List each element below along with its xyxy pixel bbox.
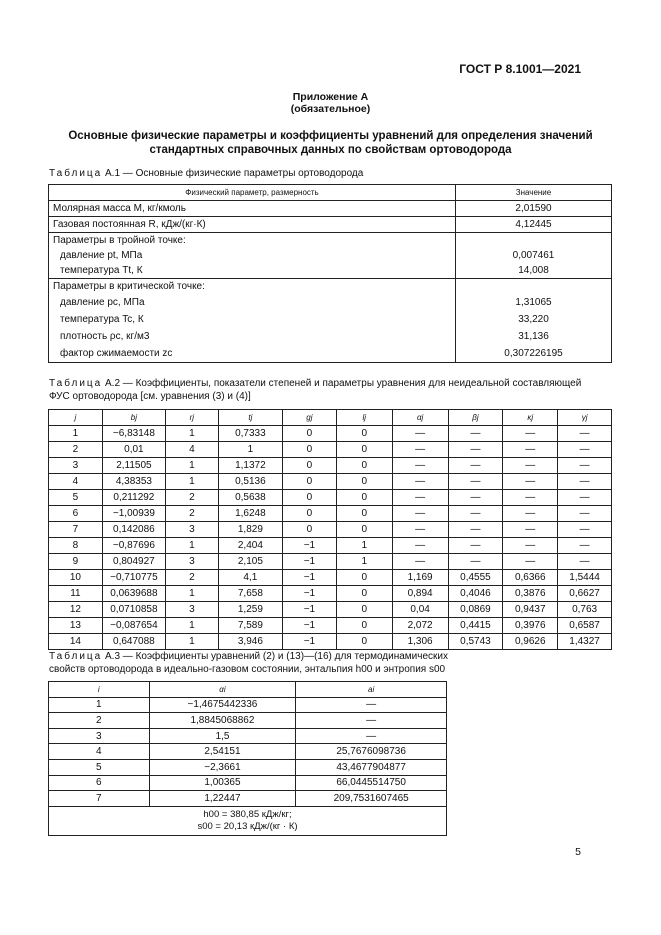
table-cell: 7 (49, 522, 103, 538)
table-cell: 0,04 (392, 602, 448, 618)
table-cell: −2,3661 (149, 759, 296, 775)
table-cell: 1 (166, 634, 219, 650)
column-header: tj (218, 410, 282, 426)
table-cell: 7,658 (218, 586, 282, 602)
table-cell: 0,0869 (448, 602, 503, 618)
table-cell: 3 (166, 522, 219, 538)
table-cell: 1 (166, 426, 219, 442)
table-cell: 0,6366 (503, 570, 558, 586)
appendix-title: Приложение А (292, 91, 369, 103)
table-cell: — (503, 426, 558, 442)
column-header: gj (283, 410, 337, 426)
table-cell: 2,404 (218, 538, 282, 554)
table-a3 (48, 681, 447, 836)
table1-caption (49, 167, 363, 180)
table-cell: 0 (336, 458, 392, 474)
table-cell: 0,4555 (448, 570, 503, 586)
table-cell: 1,22447 (149, 791, 296, 807)
table-cell: 43,4677904877 (296, 759, 447, 775)
table-cell: 0,4046 (448, 586, 503, 602)
column-header: κj (503, 410, 558, 426)
param-label: плотность ρc, кг/м3 (49, 328, 456, 345)
appendix-type: (обязательное) (290, 103, 371, 115)
table-cell: 0,0639688 (102, 586, 165, 602)
table-row (49, 263, 612, 279)
table-row (49, 570, 612, 586)
table-cell: 2 (166, 570, 219, 586)
table-cell: — (392, 506, 448, 522)
param-value: 1,31065 (456, 294, 612, 311)
table-row (49, 618, 612, 634)
table-cell: 0 (283, 474, 337, 490)
table-row (49, 426, 612, 442)
table-row (49, 554, 612, 570)
param-value: 4,12445 (456, 217, 612, 233)
table-cell: 1,00365 (149, 775, 296, 791)
table-cell: — (392, 522, 448, 538)
table-cell: 66,0445514750 (296, 775, 447, 791)
table-cell: 4 (49, 744, 150, 760)
table-cell: — (558, 490, 612, 506)
table-cell: — (503, 554, 558, 570)
table-cell: 3 (49, 458, 103, 474)
standard-header: ГОСТ Р 8.1001—2021 (459, 62, 581, 76)
table-header-row (49, 682, 447, 698)
table-row (49, 248, 612, 263)
table-cell: 1 (166, 618, 219, 634)
param-label: температура Tc, К (49, 311, 456, 328)
table-row (49, 233, 612, 249)
table-cell: 2 (49, 713, 150, 729)
table-cell: 1,8845068862 (149, 713, 296, 729)
table-cell: 1 (49, 426, 103, 442)
param-label: фактор сжимаемости zc (49, 345, 456, 363)
table-cell: — (392, 426, 448, 442)
table3-caption-line-1: А.3 — Коэффициенты уравнений (2) и (13)—(16) для термодинамических (105, 651, 448, 662)
table-cell: 1 (49, 697, 150, 713)
table-cell: 6 (49, 775, 150, 791)
table2-caption-line-2: ФУС ортоводорода [см. уравнения (3) и (4)] (49, 391, 251, 402)
table-cell: −0,87696 (102, 538, 165, 554)
table-row (49, 775, 447, 791)
table-cell: 7 (49, 791, 150, 807)
param-label: Молярная масса M, кг/кмоль (49, 201, 456, 217)
table-cell: — (448, 522, 503, 538)
table-cell: 2,54151 (149, 744, 296, 760)
table-cell: 2,072 (392, 618, 448, 634)
table-cell: 1,4327 (558, 634, 612, 650)
table-cell: — (392, 538, 448, 554)
table-cell: 5 (49, 490, 103, 506)
table-cell: 0 (336, 602, 392, 618)
table-cell: 0 (336, 442, 392, 458)
table-row (49, 490, 612, 506)
entropy-note: s00 = 20,13 кДж/(кг · К) (197, 820, 298, 832)
table-row (49, 713, 447, 729)
table-cell: 11 (49, 586, 103, 602)
table-cell: −1 (283, 602, 337, 618)
table-cell: 14 (49, 634, 103, 650)
table-cell: — (558, 474, 612, 490)
enthalpy-note: h00 = 380,85 кДж/кг; (203, 808, 292, 820)
table-row (49, 602, 612, 618)
table-cell: 5 (49, 759, 150, 775)
table-cell: 0,9626 (503, 634, 558, 650)
table-cell: 1 (166, 458, 219, 474)
param-label: давление pt, МПа (49, 248, 456, 263)
table-cell: −1 (283, 570, 337, 586)
table-cell: 0,211292 (102, 490, 165, 506)
param-value: 2,01590 (456, 201, 612, 217)
table-row (49, 442, 612, 458)
table-row (49, 345, 612, 363)
table-cell: 0,6627 (558, 586, 612, 602)
table-cell: — (448, 554, 503, 570)
table-cell: — (448, 490, 503, 506)
table-cell: −0,087654 (102, 618, 165, 634)
table-cell: 1,306 (392, 634, 448, 650)
section-title: Параметры в тройной точке: (49, 233, 456, 249)
table-header-row (49, 185, 612, 201)
table-cell: 0,804927 (102, 554, 165, 570)
table-cell: — (558, 554, 612, 570)
table-row (49, 294, 612, 311)
table-cell: 2,105 (218, 554, 282, 570)
table-cell: −1 (283, 538, 337, 554)
table-cell: — (558, 522, 612, 538)
table-cell: 1 (336, 554, 392, 570)
table-cell: — (503, 490, 558, 506)
table-row (49, 201, 612, 217)
table-cell: — (392, 554, 448, 570)
table-row (49, 506, 612, 522)
table-cell: 0,3976 (503, 618, 558, 634)
table-row (49, 458, 612, 474)
table-cell: — (503, 442, 558, 458)
column-header: Значение (456, 185, 612, 201)
table-cell: 209,7531607465 (296, 791, 447, 807)
table-cell: 0,3876 (503, 586, 558, 602)
table-cell: — (503, 506, 558, 522)
table-cell: 0 (336, 426, 392, 442)
table-cell: 4,38353 (102, 474, 165, 490)
table-cell: 2 (166, 506, 219, 522)
param-value: 0,307226195 (456, 345, 612, 363)
table-cell: 13 (49, 618, 103, 634)
table-row (49, 586, 612, 602)
table-cell: 1,259 (218, 602, 282, 618)
table3-caption-line-2: свойств ортоводорода в идеально-газовом состоянии, энтальпия h00 и энтропия s00 (49, 664, 446, 675)
table-label: Таблица (49, 378, 103, 389)
document-title (0, 129, 661, 157)
table-cell: — (558, 426, 612, 442)
table-row (49, 474, 612, 490)
table-row (49, 634, 612, 650)
footer-cell (49, 806, 447, 835)
table-cell: 1 (218, 442, 282, 458)
table-cell: 0 (336, 506, 392, 522)
table3-caption (49, 650, 469, 676)
table-cell: — (448, 458, 503, 474)
table-cell: 3,946 (218, 634, 282, 650)
table-cell: 4 (49, 474, 103, 490)
table-cell: 1,169 (392, 570, 448, 586)
table-cell: −1 (283, 618, 337, 634)
table-cell: −1,00939 (102, 506, 165, 522)
table-cell: 0,5638 (218, 490, 282, 506)
table-cell: 4 (166, 442, 219, 458)
param-value: 0,007461 (456, 248, 612, 263)
table-a1 (48, 184, 612, 363)
table-cell: — (448, 426, 503, 442)
table-cell: — (558, 506, 612, 522)
table-cell: 0 (336, 490, 392, 506)
table-cell: 0,5136 (218, 474, 282, 490)
column-header: αi (149, 682, 296, 698)
table-cell: — (448, 506, 503, 522)
table-cell: 0 (283, 490, 337, 506)
table1-caption-text: А.1 — Основные физические параметры ортоводорода (105, 168, 364, 179)
table-cell: — (392, 490, 448, 506)
table-cell: −1 (283, 634, 337, 650)
table-cell: — (296, 697, 447, 713)
table-cell: — (392, 474, 448, 490)
table-label: Таблица (49, 651, 103, 662)
table-cell: 0 (283, 426, 337, 442)
table-row (49, 217, 612, 233)
table-cell: 10 (49, 570, 103, 586)
table-cell: 4,1 (218, 570, 282, 586)
table-cell: 0 (336, 634, 392, 650)
table-row (49, 279, 612, 295)
table-row (49, 728, 447, 744)
table-label: Таблица (49, 168, 103, 179)
column-header: Физический параметр, размерность (49, 185, 456, 201)
table-cell: 1 (166, 538, 219, 554)
table-cell: 0 (283, 458, 337, 474)
column-header: βj (448, 410, 503, 426)
table-cell: — (448, 442, 503, 458)
table-cell: — (503, 522, 558, 538)
column-header: j (49, 410, 103, 426)
title-line-1: Основные физические параметры и коэффициенты уравнений для определения значений (68, 130, 593, 142)
param-label: давление pc, МПа (49, 294, 456, 311)
table-cell: 6 (49, 506, 103, 522)
table-cell: 0 (336, 618, 392, 634)
table-cell: — (503, 474, 558, 490)
table-cell: 1 (336, 538, 392, 554)
table-footer-row (49, 806, 447, 835)
table-cell: −1 (283, 586, 337, 602)
table-cell: 0,7333 (218, 426, 282, 442)
table-cell: — (503, 538, 558, 554)
param-value: 31,136 (456, 328, 612, 345)
table-cell: 2,11505 (102, 458, 165, 474)
table-cell: 1,5444 (558, 570, 612, 586)
table-row (49, 311, 612, 328)
table-cell: 0,0710858 (102, 602, 165, 618)
section-title: Параметры в критической точке: (49, 279, 456, 295)
table2-caption (49, 377, 609, 403)
column-header: lj (336, 410, 392, 426)
table-cell: −0,710775 (102, 570, 165, 586)
table-row (49, 744, 447, 760)
table-cell: −6,83148 (102, 426, 165, 442)
table-a2 (48, 409, 612, 650)
table-cell: 8 (49, 538, 103, 554)
column-header: rj (166, 410, 219, 426)
table-cell: −1 (283, 554, 337, 570)
title-line-2: стандартных справочных данных по свойствам ортоводорода (149, 144, 512, 156)
table-cell: — (392, 442, 448, 458)
param-value: 33,220 (456, 311, 612, 328)
table-cell: 0 (336, 474, 392, 490)
table-cell: — (558, 442, 612, 458)
table-row (49, 538, 612, 554)
table-cell: — (296, 728, 447, 744)
table-cell: 2 (166, 490, 219, 506)
table-cell: 0,01 (102, 442, 165, 458)
table-cell: 0,894 (392, 586, 448, 602)
table-cell: — (392, 458, 448, 474)
table-cell: 0 (336, 522, 392, 538)
param-value: 14,008 (456, 263, 612, 279)
table-cell: 1,5 (149, 728, 296, 744)
table-cell: 12 (49, 602, 103, 618)
table-row (49, 759, 447, 775)
table-cell: 0 (283, 442, 337, 458)
table-cell: — (558, 538, 612, 554)
table-cell: 0,5743 (448, 634, 503, 650)
table-cell: — (448, 538, 503, 554)
table-cell: −1,4675442336 (149, 697, 296, 713)
table-cell: 0 (283, 522, 337, 538)
table-row (49, 791, 447, 807)
table-cell: 0 (336, 586, 392, 602)
table-cell: 0,6587 (558, 618, 612, 634)
param-label: температура Tt, К (49, 263, 456, 279)
column-header: αj (392, 410, 448, 426)
table-cell: 1,1372 (218, 458, 282, 474)
table-row (49, 697, 447, 713)
table-cell: — (503, 458, 558, 474)
table-cell: 1,6248 (218, 506, 282, 522)
table-cell: 0,763 (558, 602, 612, 618)
table-row (49, 522, 612, 538)
column-header: bj (102, 410, 165, 426)
column-header: γj (558, 410, 612, 426)
table-header-row (49, 410, 612, 426)
table-cell: 0,9437 (503, 602, 558, 618)
column-header: ai (296, 682, 447, 698)
table-cell: 25,7676098736 (296, 744, 447, 760)
table-cell: — (296, 713, 447, 729)
table-cell: 0 (283, 506, 337, 522)
table-cell: 1 (166, 586, 219, 602)
page-number: 5 (575, 846, 581, 858)
table-row (49, 328, 612, 345)
table-cell: 0 (336, 570, 392, 586)
table-cell: 0,4415 (448, 618, 503, 634)
table-cell: 3 (166, 554, 219, 570)
table-cell: 0,647088 (102, 634, 165, 650)
table-cell: 7,589 (218, 618, 282, 634)
table-cell: — (558, 458, 612, 474)
table-cell: 3 (49, 728, 150, 744)
column-header: i (49, 682, 150, 698)
table-cell: 1 (166, 474, 219, 490)
table-cell: — (448, 474, 503, 490)
table-cell: 9 (49, 554, 103, 570)
table-cell: 0,142086 (102, 522, 165, 538)
table-cell: 2 (49, 442, 103, 458)
table-cell: 1,829 (218, 522, 282, 538)
param-label: Газовая постоянная R, кДж/(кг·К) (49, 217, 456, 233)
table2-caption-line-1: А.2 — Коэффициенты, показатели степеней и параметры уравнения для неидеальной составляющей (105, 378, 582, 389)
table-cell: 3 (166, 602, 219, 618)
